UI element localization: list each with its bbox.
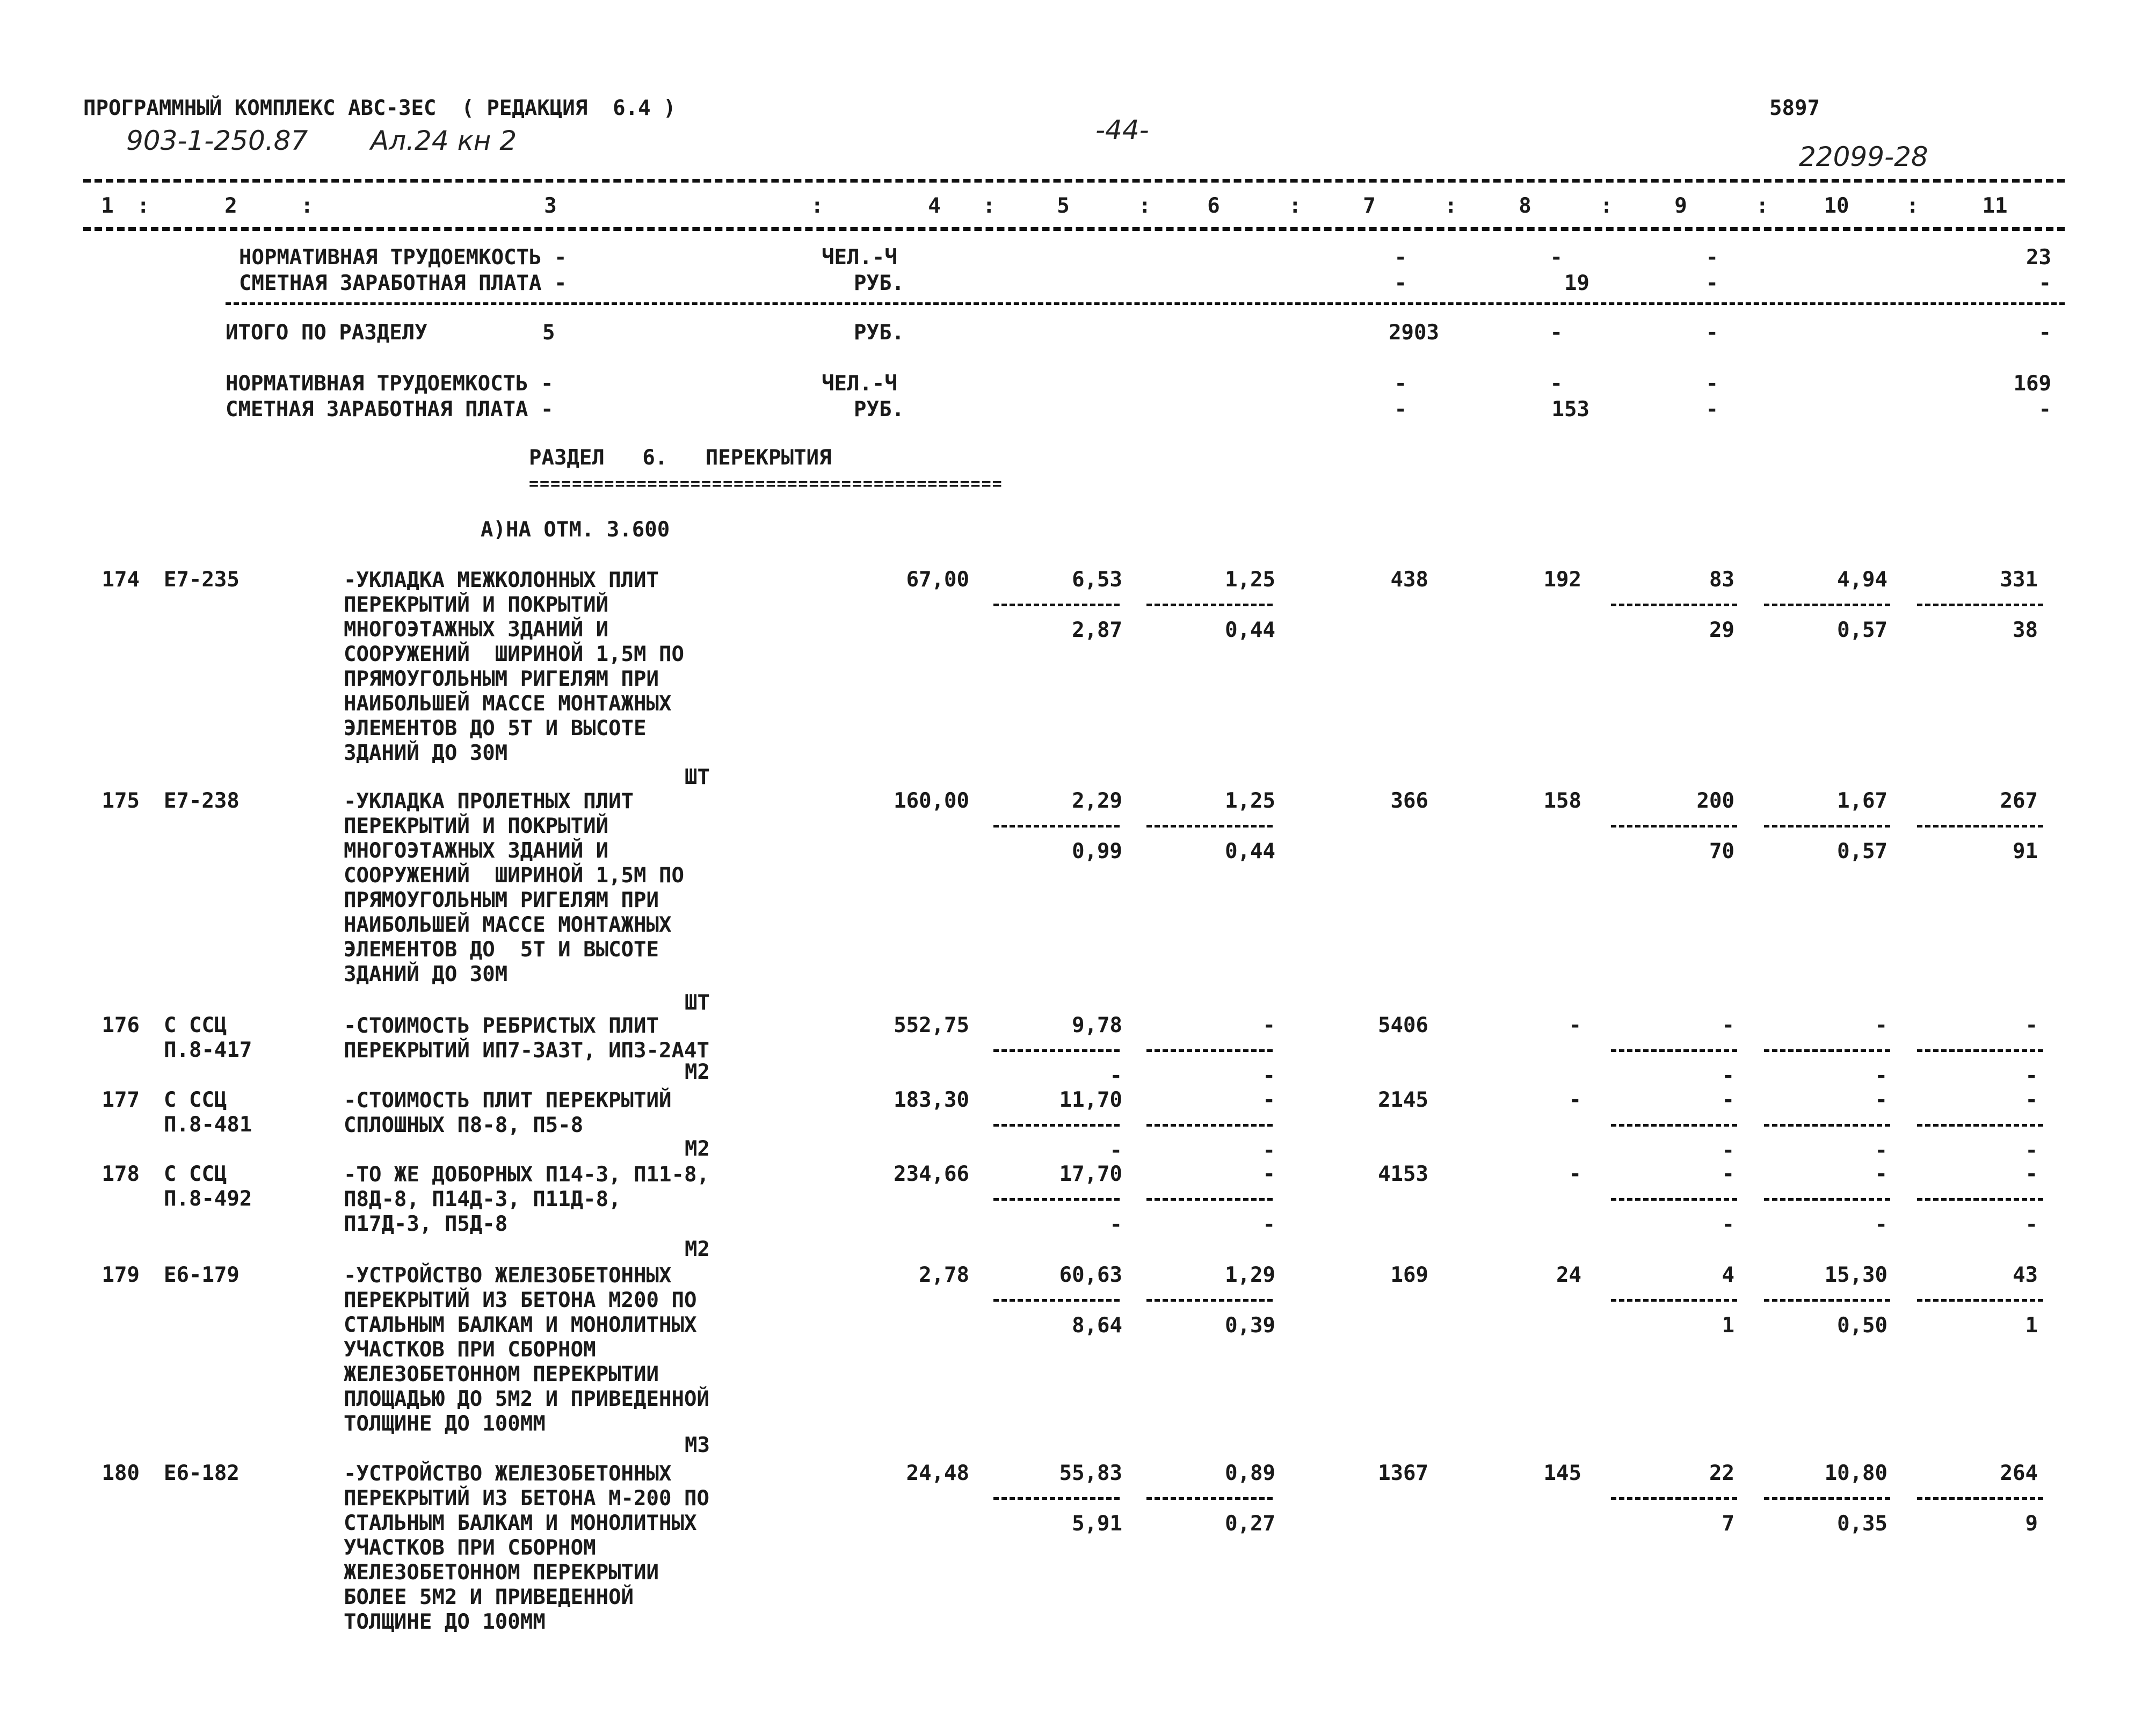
value-divider [1764,1198,1890,1201]
row-code-2: П.8-481 [164,1113,252,1137]
value-divider [1611,825,1737,828]
row-description: -УКЛАДКА МЕЖКОЛОННЫХ ПЛИТ ПЕРЕКРЫТИЙ И ПОКРЫТИЙ МНОГОЭТАЖНЫХ ЗДАНИЙ И СООРУЖЕНИЙ ШИРИНОЙ 1,5М ПО ПРЯМОУГОЛЬНЫМ РИГЕЛЯМ ПРИ НАИБОЛЬШЕЙ МАССЕ МОНТАЖНЫХ ЭЛЕМЕНТОВ ДО 5Т И ВЫСОТЕ ЗДАНИЙ ДО 30М [344,568,684,765]
cell-lower: 0,50 [1837,1313,1888,1338]
value-divider [1764,1299,1890,1302]
cell: 9,78 [1072,1013,1122,1037]
cell: 19 [1564,271,1589,295]
cell: 2145 [1378,1088,1428,1112]
column-separators: : [1138,194,1151,218]
page-number: -44- [1095,114,1149,146]
cell: 1,67 [1837,789,1888,813]
cell: 17,70 [1059,1162,1122,1186]
cell-lower: - [1109,1213,1122,1237]
value-divider [993,1049,1120,1052]
value-divider [1764,604,1890,606]
cell: - [1394,372,1407,396]
cell-lower: - [1109,1138,1122,1163]
program-line: ПРОГРАММНЫЙ КОМПЛЕКС ABC-3EC ( РЕДАКЦИЯ 6.4 ) [83,96,676,120]
cell: - [1394,245,1407,270]
cell: - [1550,245,1563,270]
cell: 6,53 [1072,568,1122,592]
cell-lower: 0,57 [1837,618,1888,642]
cell-lower: - [1722,1213,1734,1237]
cell: - [1875,1088,1888,1112]
row-description: -СТОИМОСТЬ ПЛИТ ПЕРЕКРЫТИЙ СПЛОШНЫХ П8-8, П5-8 [344,1088,672,1137]
value-divider [1611,1497,1737,1500]
value-divider [1146,825,1273,828]
row-unit: М2 [685,1137,710,1161]
value-divider [1917,1198,2043,1201]
value-divider [1917,1124,2043,1127]
value-divider [1146,1124,1273,1127]
cell: - [1722,1162,1734,1186]
cell: - [2038,271,2051,295]
row-code: С ССЦ [164,1013,227,1037]
cell: - [1569,1162,1581,1186]
cell: 43 [2013,1263,2038,1287]
col-head: 8 [1519,194,1531,218]
handwritten-code: 22099-28 [1799,141,1928,172]
row-code-2: П.8-492 [164,1187,252,1211]
row-number: 180 [101,1461,140,1485]
value-divider [993,1497,1120,1500]
section-total-unit: РУБ. [854,321,904,345]
col-head: 2 [224,194,237,218]
col-head: 9 [1674,194,1687,218]
row-code: Е7-238 [164,789,239,813]
section-total-no: 5 [542,321,555,345]
column-separators: : [1906,194,1919,218]
row-code: Е6-179 [164,1263,239,1287]
row-number: 178 [101,1162,140,1186]
value-divider [1764,825,1890,828]
column-separators: : [1289,194,1302,218]
value-divider [1146,1049,1273,1052]
cell: 4,94 [1837,568,1888,592]
code-top-right: 5897 [1769,96,1820,120]
cell: 153 [1551,397,1589,422]
value-divider [1146,1497,1273,1500]
value-divider [1611,1299,1737,1302]
rule-top [83,179,2065,183]
cell: - [1705,271,1718,295]
cell: - [1569,1088,1581,1112]
value-divider [993,1124,1120,1127]
cell: 331 [2000,568,2038,592]
cell-lower: - [1262,1213,1275,1237]
cell-lower: 5,91 [1072,1512,1122,1536]
cell: - [1705,372,1718,396]
labor-unit: ЧЕЛ.-Ч [822,372,897,396]
cell: - [1550,372,1563,396]
cell-lower: 0,99 [1072,839,1122,863]
cell: - [1262,1088,1275,1112]
col-head: 6 [1207,194,1220,218]
col-head: 11 [1982,194,2008,218]
row-code: Е7-235 [164,568,239,592]
column-separators: : [1600,194,1613,218]
cell: - [1722,1013,1734,1037]
cell-lower: - [1722,1064,1734,1088]
cell: 83 [1709,568,1734,592]
subsection-title: А)НА ОТМ. 3.600 [481,518,670,542]
cell: 158 [1543,789,1581,813]
cell-lower: 38 [2013,618,2038,642]
row-unit: ШТ [685,991,710,1015]
wage-label: СМЕТНАЯ ЗАРАБОТНАЯ ПЛАТА - [239,271,567,295]
cell-lower: - [1875,1213,1888,1237]
cell: 2,29 [1072,789,1122,813]
value-divider [1146,1299,1273,1302]
handwritten-ref: 903-1-250.87 [126,125,308,156]
cell-lower: - [1722,1138,1734,1163]
row-description: -УСТРОЙСТВО ЖЕЛЕЗОБЕТОННЫХ ПЕРЕКРЫТИЙ ИЗ БЕТОНА М-200 ПО СТАЛЬНЫМ БАЛКАМ И МОНОЛИТНЫХ УЧАСТКОВ ПРИ СБОРНОМ ЖЕЛЕЗОБЕТОННОМ ПЕРЕКРЫТИИ БОЛЕЕ 5М2 И ПРИВЕДЕННОЙ ТОЛЩИНЕ ДО 100ММ [344,1462,709,1634]
col-head: 7 [1363,194,1376,218]
labor-unit: ЧЕЛ.-Ч [822,245,897,270]
value-divider [1611,1049,1737,1052]
row-number: 176 [101,1013,140,1037]
labor-label: НОРМАТИВНАЯ ТРУДОЕМКОСТЬ - [239,245,567,270]
cell-lower: 1 [2025,1313,2038,1338]
cell: 11,70 [1059,1088,1122,1112]
cell: - [1705,245,1718,270]
cell-lower: - [1109,1064,1122,1088]
value-divider [993,1198,1120,1201]
section-underline: ============================================ [529,475,1003,493]
row-code-2: П.8-417 [164,1038,252,1062]
cell: - [1875,1162,1888,1186]
cell-lower: 0,44 [1225,839,1275,863]
column-separators: : [301,194,314,218]
cell: - [1875,1013,1888,1037]
col-head: 4 [928,194,941,218]
cell-lower: 0,27 [1225,1512,1275,1536]
cell-lower: 7 [1722,1512,1734,1536]
cell: - [2038,397,2051,422]
cell: - [2025,1162,2038,1186]
col-head: 1 [101,194,114,218]
col-head: 3 [544,194,557,218]
cell: 169 [2013,372,2051,396]
cell: 267 [2000,789,2038,813]
column-separators: : [137,194,150,218]
cell-lower: - [1875,1064,1888,1088]
row-unit: М2 [685,1237,710,1261]
column-separators: : [983,194,996,218]
cell: 24 [1556,1263,1581,1287]
wage-label: СМЕТНАЯ ЗАРАБОТНАЯ ПЛАТА - [226,397,554,422]
handwritten-album: Ал.24 кн 2 [371,125,517,156]
cell-lower: 0,57 [1837,839,1888,863]
cell: 15,30 [1824,1263,1888,1287]
cell: 4 [1722,1263,1734,1287]
value-divider [1146,1198,1273,1201]
labor-label: НОРМАТИВНАЯ ТРУДОЕМКОСТЬ - [226,372,554,396]
cell: 23 [2026,245,2051,270]
cell: - [1569,1013,1581,1037]
cell: 22 [1709,1461,1734,1485]
cell: 438 [1390,568,1428,592]
column-separators: : [1444,194,1457,218]
cell: 1,25 [1225,568,1275,592]
cell: 2903 [1389,321,1439,345]
cell-lower: - [2025,1064,2038,1088]
value-divider [1917,604,2043,606]
cell: - [1550,321,1563,345]
rule-before-total [226,302,2065,305]
value-divider [1611,1124,1737,1127]
cell: 2,78 [919,1263,969,1287]
value-divider [993,825,1120,828]
cell: - [1262,1013,1275,1037]
row-description: -УКЛАДКА ПРОЛЕТНЫХ ПЛИТ ПЕРЕКРЫТИЙ И ПОКРЫТИЙ МНОГОЭТАЖНЫХ ЗДАНИЙ И СООРУЖЕНИЙ ШИРИНОЙ 1,5М ПО ПРЯМОУГОЛЬНЫМ РИГЕЛЯМ ПРИ НАИБОЛЬШЕЙ МАССЕ МОНТАЖНЫХ ЭЛЕМЕНТОВ ДО 5Т И ВЫСОТЕ ЗДАНИЙ ДО 30М [344,789,684,986]
value-divider [1917,1299,2043,1302]
cell-lower: - [1262,1138,1275,1163]
row-number: 174 [101,568,140,592]
row-number: 175 [101,789,140,813]
cell: - [1705,321,1718,345]
cell: 200 [1696,789,1734,813]
row-description: -СТОИМОСТЬ РЕБРИСТЫХ ПЛИТ ПЕРЕКРЫТИЙ ИП7-3А3Т, ИП3-2А4Т [344,1014,709,1063]
value-divider [1764,1497,1890,1500]
cell: - [1722,1088,1734,1112]
cell: 234,66 [894,1162,969,1186]
section-title: РАЗДЕЛ 6. ПЕРЕКРЫТИЯ [529,446,832,470]
cell: - [1394,271,1407,295]
cell-lower: - [2025,1213,2038,1237]
cell: 552,75 [894,1013,969,1037]
cell-lower: 9 [2025,1512,2038,1536]
cell: 5406 [1378,1013,1428,1037]
value-divider [1917,1049,2043,1052]
cell: - [1394,397,1407,422]
value-divider [1917,825,2043,828]
cell: - [1705,397,1718,422]
cell-lower: 8,64 [1072,1313,1122,1338]
cell-lower: - [1262,1064,1275,1088]
cell: - [2025,1088,2038,1112]
row-unit: М3 [685,1433,710,1457]
row-code: С ССЦ [164,1088,227,1112]
row-number: 179 [101,1263,140,1287]
value-divider [1764,1124,1890,1127]
cell-lower: 0,35 [1837,1512,1888,1536]
cell: 24,48 [906,1461,969,1485]
value-divider [1611,604,1737,606]
row-description: -ТО ЖЕ ДОБОРНЫХ П14-3, П11-8, П8Д-8, П14Д-3, П11Д-8, П17Д-3, П5Д-8 [344,1163,709,1236]
cell: 0,89 [1225,1461,1275,1485]
cell: 1,29 [1225,1263,1275,1287]
row-unit: М2 [685,1060,710,1084]
cell: 67,00 [906,568,969,592]
cell: 366 [1390,789,1428,813]
row-number: 177 [101,1088,140,1112]
cell-lower: 0,44 [1225,618,1275,642]
cell: 4153 [1378,1162,1428,1186]
cell: 1,25 [1225,789,1275,813]
value-divider [993,1299,1120,1302]
section-total-label: ИТОГО ПО РАЗДЕЛУ [226,321,427,345]
value-divider [1146,604,1273,606]
wage-unit: РУБ. [854,397,904,422]
cell: 264 [2000,1461,2038,1485]
row-code: Е6-182 [164,1461,239,1485]
cell-lower: 91 [2013,839,2038,863]
cell: 192 [1543,568,1581,592]
value-divider [993,604,1120,606]
cell-lower: 29 [1709,618,1734,642]
cell: 55,83 [1059,1461,1122,1485]
rule-header-bottom [83,227,2065,231]
column-separators: : [1756,194,1769,218]
col-head: 5 [1057,194,1070,218]
cell: 1367 [1378,1461,1428,1485]
cell-lower: 1 [1722,1313,1734,1338]
cell-lower: 2,87 [1072,618,1122,642]
cell: 183,30 [894,1088,969,1112]
cell-lower: 0,39 [1225,1313,1275,1338]
wage-unit: РУБ. [854,271,904,295]
cell: 10,80 [1824,1461,1888,1485]
value-divider [1917,1497,2043,1500]
cell: 60,63 [1059,1263,1122,1287]
cell: 160,00 [894,789,969,813]
cell-lower: 70 [1709,839,1734,863]
col-head: 10 [1824,194,1849,218]
cell: - [1262,1162,1275,1186]
cell: - [2038,321,2051,345]
column-separators: : [811,194,824,218]
cell: 145 [1543,1461,1581,1485]
value-divider [1764,1049,1890,1052]
cell: 169 [1390,1263,1428,1287]
row-description: -УСТРОЙСТВО ЖЕЛЕЗОБЕТОННЫХ ПЕРЕКРЫТИЙ ИЗ БЕТОНА М200 ПО СТАЛЬНЫМ БАЛКАМ И МОНОЛИТНЫХ УЧАСТКОВ ПРИ СБОРНОМ ЖЕЛЕЗОБЕТОННОМ ПЕРЕКРЫТИИ ПЛОЩАДЬЮ ДО 5М2 И ПРИВЕДЕННОЙ ТОЛЩИНЕ ДО 100ММ [344,1264,709,1436]
cell-lower: - [2025,1138,2038,1163]
cell-lower: - [1875,1138,1888,1163]
cell: - [2025,1013,2038,1037]
value-divider [1611,1198,1737,1201]
row-code: С ССЦ [164,1162,227,1186]
row-unit: ШТ [685,765,710,789]
